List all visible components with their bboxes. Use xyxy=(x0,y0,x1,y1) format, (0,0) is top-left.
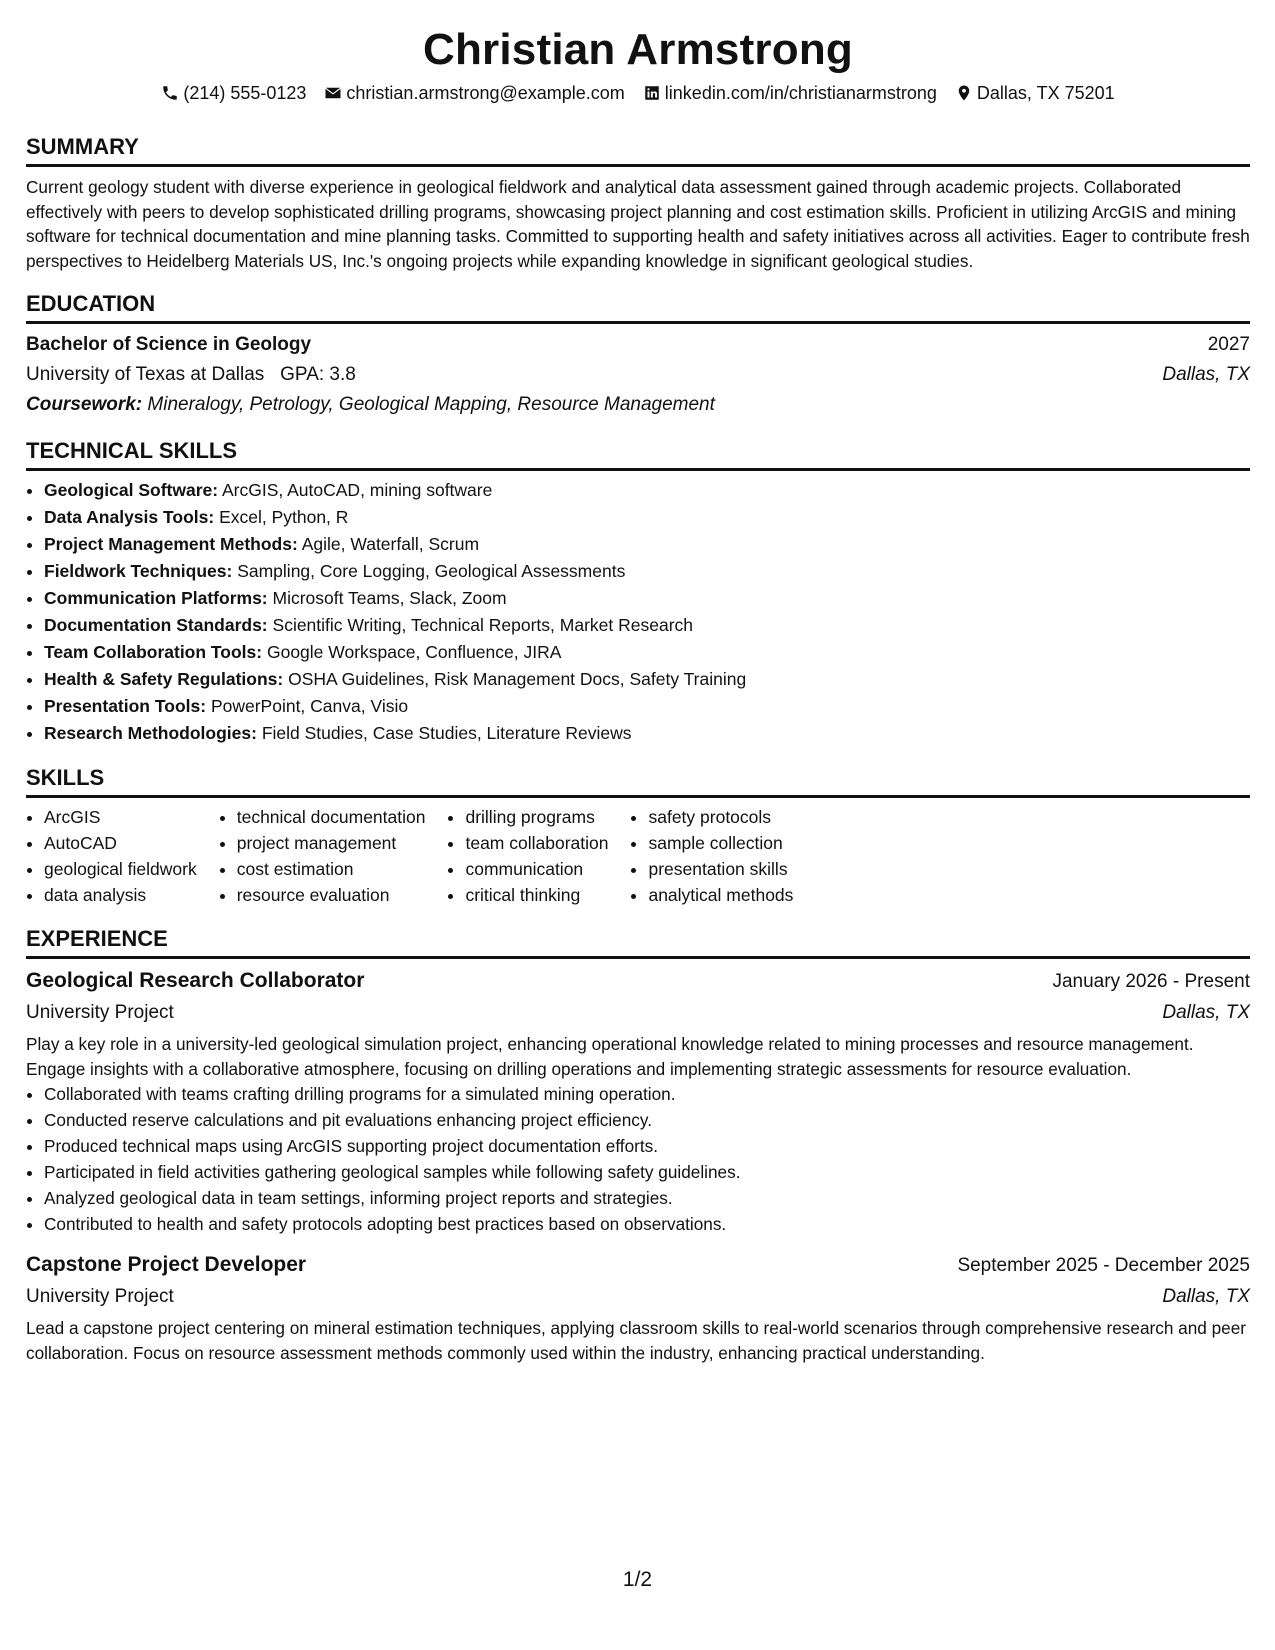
skill-label: Communication Platforms: xyxy=(44,588,268,608)
candidate-name: Christian Armstrong xyxy=(423,25,853,74)
skill-label: Health & Safety Regulations: xyxy=(44,669,284,689)
summary-text: Current geology student with diverse experience in geological fieldwork and analytical data assessment gained through academic projects. Collaborated effectively with peers to develop sophisticated drilling programs, showcasing project planning and cost estimation skills. Proficient in utilizing ArcGIS and mining software for technical documentation and mine planning tasks. Committed to supporting health and safety initiatives across all activities. Eager to contribute fresh perspectives to Heidelberg Materials US, Inc.'s ongoing projects while expanding knowledge in significant geological studies. xyxy=(26,177,1250,271)
list-item xyxy=(44,504,1250,531)
list-item: • geological fieldwork xyxy=(44,856,197,882)
list-item xyxy=(44,693,1250,720)
list-item xyxy=(44,531,1250,558)
list-item: • ArcGIS xyxy=(44,804,197,830)
job-org: University Project xyxy=(26,1002,174,1023)
list-item: • Conducted reserve calculations and pit evaluations enhancing project efficiency. xyxy=(44,1107,1250,1133)
list-item: • communication xyxy=(465,856,608,882)
job-dates: January 2026 - Present xyxy=(1052,971,1250,992)
skill-label: Research Methodologies: xyxy=(44,723,257,743)
job-entry xyxy=(26,1243,1250,1365)
contact-bar xyxy=(26,80,1250,106)
skills-column-1 xyxy=(26,804,197,908)
list-item: • Produced technical maps using ArcGIS supporting project documentation efforts. xyxy=(44,1133,1250,1159)
skills-column-4 xyxy=(630,804,793,908)
list-item xyxy=(44,558,1250,585)
skills-column-3 xyxy=(447,804,608,908)
email-text[interactable]: christian.armstrong@example.com xyxy=(346,83,625,103)
skills-heading: SKILLS xyxy=(26,765,105,790)
school-location: Dallas, TX xyxy=(1162,364,1250,385)
skill-value: Scientific Writing, Technical Reports, Market Research xyxy=(272,615,694,635)
gpa: GPA: 3.8 xyxy=(280,364,356,385)
contact-email[interactable] xyxy=(324,80,624,106)
list-item: • project management xyxy=(237,830,426,856)
list-item xyxy=(44,477,1250,504)
coursework-label: Coursework: xyxy=(26,394,143,415)
skill-value: Excel, Python, R xyxy=(219,507,349,527)
job-title: Capstone Project Developer xyxy=(26,1253,307,1276)
list-item: • Participated in field activities gathering geological samples while following safety guidelines. xyxy=(44,1159,1250,1185)
envelope-icon xyxy=(324,84,342,102)
school-name: University of Texas at Dallas xyxy=(26,364,265,385)
phone-icon xyxy=(161,84,179,102)
education-degree-row xyxy=(26,324,1250,360)
phone-text: (214) 555-0123 xyxy=(183,83,307,103)
list-item xyxy=(44,720,1250,747)
technical-skills-divider xyxy=(26,468,1250,471)
list-item: • safety protocols xyxy=(648,804,793,830)
list-item: • cost estimation xyxy=(237,856,426,882)
skill-value: Field Studies, Case Studies, Literature Reviews xyxy=(261,723,632,743)
list-item xyxy=(44,639,1250,666)
technical-skills-list xyxy=(26,477,1250,747)
experience-heading: EXPERIENCE xyxy=(26,926,168,951)
job-title: Geological Research Collaborator xyxy=(26,969,365,992)
skill-label: Project Management Methods: xyxy=(44,534,298,554)
skills-column-2 xyxy=(219,804,426,908)
job-dates: September 2025 - December 2025 xyxy=(957,1255,1250,1276)
skill-value: Sampling, Core Logging, Geological Assessments xyxy=(237,561,626,581)
job-location: Dallas, TX xyxy=(1162,1286,1250,1307)
list-item xyxy=(44,585,1250,612)
list-item: • Collaborated with teams crafting drilling programs for a simulated mining operation. xyxy=(44,1081,1250,1107)
skills-divider xyxy=(26,795,1250,798)
education-school-row xyxy=(26,360,1250,390)
list-item xyxy=(44,612,1250,639)
list-item: • technical documentation xyxy=(237,804,426,830)
skill-label: Geological Software: xyxy=(44,480,219,500)
skill-value: Agile, Waterfall, Scrum xyxy=(301,534,480,554)
coursework-list: Mineralogy, Petrology, Geological Mapping, Resource Management xyxy=(147,394,715,415)
list-item: • Analyzed geological data in team settings, informing project reports and strategies. xyxy=(44,1185,1250,1211)
contact-linkedin[interactable] xyxy=(643,80,937,106)
coursework-line xyxy=(26,390,1250,420)
job-description: Lead a capstone project centering on mineral estimation techniques, applying classroom skills to real-world scenarios through comprehensive research and peer collaboration. Focus on resource assessment methods commonly used within the industry, enhancing practical understanding. xyxy=(26,1318,1247,1363)
linkedin-icon xyxy=(643,84,661,102)
map-pin-icon xyxy=(955,84,973,102)
list-item: • presentation skills xyxy=(648,856,793,882)
technical-skills-heading: TECHNICAL SKILLS xyxy=(26,438,238,463)
list-item: • analytical methods xyxy=(648,882,793,908)
skill-label: Presentation Tools: xyxy=(44,696,207,716)
list-item: • data analysis xyxy=(44,882,197,908)
school-line xyxy=(26,360,356,390)
job-header-row xyxy=(26,1243,1250,1282)
list-item: • team collaboration xyxy=(465,830,608,856)
graduation-year: 2027 xyxy=(1207,334,1250,355)
list-item: • drilling programs xyxy=(465,804,608,830)
list-item: • sample collection xyxy=(648,830,793,856)
skills-grid xyxy=(26,804,1250,908)
skill-label: Documentation Standards: xyxy=(44,615,268,635)
linkedin-text[interactable]: linkedin.com/in/christianarmstrong xyxy=(664,83,937,103)
summary-divider xyxy=(26,164,1250,167)
degree-title: Bachelor of Science in Geology xyxy=(26,334,312,355)
education-heading: EDUCATION xyxy=(26,291,156,316)
page-number: 1/2 xyxy=(622,1568,653,1591)
list-item xyxy=(44,666,1250,693)
job-description: Play a key role in a university-led geological simulation project, enhancing operational knowledge related to mining processes and resource management. Engage insights with a collaborative atmosphere, focusing on drilling operations and implementing strategic assessments for resource evaluation. xyxy=(26,1034,1194,1079)
skill-value: OSHA Guidelines, Risk Management Docs, Safety Training xyxy=(288,669,747,689)
job-header-row xyxy=(26,959,1250,998)
job-org: University Project xyxy=(26,1286,174,1307)
contact-phone xyxy=(161,80,306,106)
skill-value: Microsoft Teams, Slack, Zoom xyxy=(272,588,507,608)
skill-label: Fieldwork Techniques: xyxy=(44,561,233,581)
list-item: • critical thinking xyxy=(465,882,608,908)
skill-label: Team Collaboration Tools: xyxy=(44,642,263,662)
list-item: • Contributed to health and safety protocols adopting best practices based on observations. xyxy=(44,1211,1250,1237)
job-org-row xyxy=(26,998,1250,1028)
job-location: Dallas, TX xyxy=(1162,1002,1250,1023)
skill-value: Google Workspace, Confluence, JIRA xyxy=(266,642,562,662)
skill-value: ArcGIS, AutoCAD, mining software xyxy=(221,480,493,500)
summary-heading: SUMMARY xyxy=(26,134,139,159)
job-entry xyxy=(26,959,1250,1237)
job-bullets xyxy=(26,1081,1250,1237)
skill-value: PowerPoint, Canva, Visio xyxy=(210,696,409,716)
job-org-row xyxy=(26,1282,1250,1312)
list-item: • AutoCAD xyxy=(44,830,197,856)
resume-page xyxy=(26,0,1250,1365)
contact-location xyxy=(955,80,1115,106)
list-item: • resource evaluation xyxy=(237,882,426,908)
location-text: Dallas, TX 75201 xyxy=(976,83,1115,103)
skill-label: Data Analysis Tools: xyxy=(44,507,215,527)
